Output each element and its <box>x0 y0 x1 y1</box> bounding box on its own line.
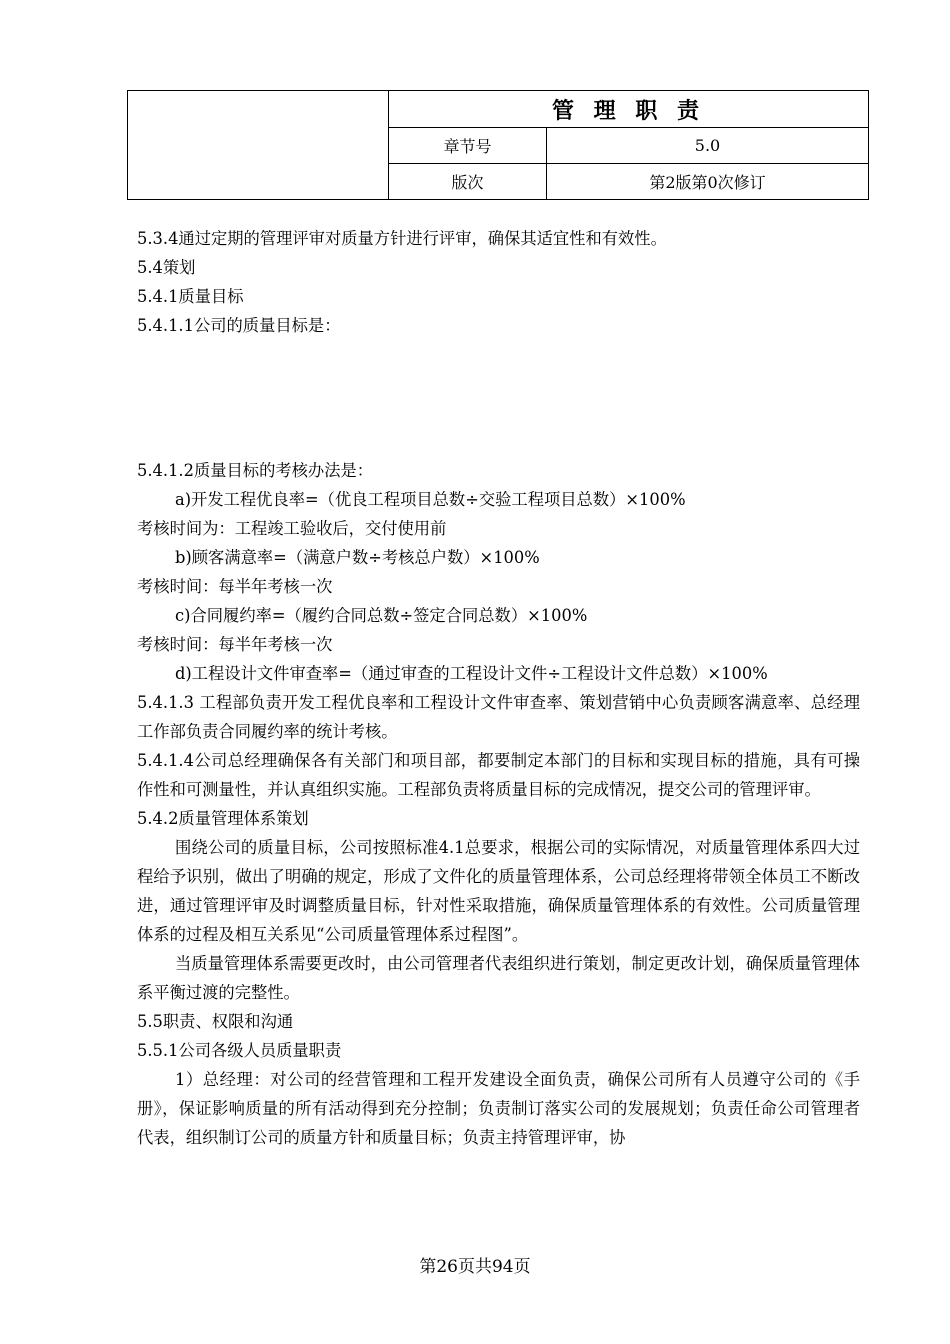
logo-cell <box>128 91 389 200</box>
paragraph-qms-planning: 围绕公司的质量目标，公司按照标准4.1总要求，根据公司的实际情况，对质量管理体系四大过程给予识别，做出了明确的规定，形成了文件化的质量管理体系，公司总经理将带领全体员工不断改进，通过管理评审及时调整质量目标，针对性采取措施，确保质量管理体系的有效性。公司质量管理体系的过程及相互关系见“公司质量管理体系过程图”。 <box>137 838 860 944</box>
formula-d: d)工程设计文件审查率=（通过审查的工程设计文件÷工程设计文件总数）×100% <box>175 664 768 683</box>
document-header-table <box>127 90 869 200</box>
heading-5-4-2: 5.4.2质量管理体系策划 <box>137 809 309 828</box>
assessment-time-c: 考核时间：每半年考核一次 <box>137 635 333 654</box>
chapter-label: 章节号 <box>389 128 547 164</box>
heading-5-5-1: 5.5.1公司各级人员质量职责 <box>137 1041 342 1060</box>
paragraph-5-4-1-4: 5.4.1.4公司总经理确保各有关部门和项目部，都要制定本部门的目标和实现目标的措施，具有可操作性和可测量性，并认真组织实施。工程部负责将质量目标的完成情况，提交公司的管理评审。 <box>137 751 860 799</box>
page-number: 第26页共94页 <box>419 1257 531 1277</box>
version-label: 版次 <box>389 164 547 200</box>
assessment-time-b: 考核时间：每半年考核一次 <box>137 577 333 596</box>
chapter-value: 5.0 <box>547 128 869 164</box>
paragraph-5-3-4: 5.3.4通过定期的管理评审对质量方针进行评审，确保其适宜性和有效性。 <box>137 229 667 248</box>
section-title: 管 理 职 责 <box>389 91 869 128</box>
paragraph-5-4-1-3: 5.4.1.3 工程部负责开发工程优良率和工程设计文件审查率、策划营销中心负责顾客满意率、总经理工作部负责合同履约率的统计考核。 <box>137 693 860 741</box>
document-body <box>137 224 860 1152</box>
paragraph-5-4-1-2: 5.4.1.2质量目标的考核办法是： <box>137 461 374 480</box>
heading-5-4-1: 5.4.1质量目标 <box>137 287 244 306</box>
blank-space <box>137 340 860 456</box>
formula-b: b)顾客满意率=（满意户数÷考核总户数）×100% <box>175 548 540 567</box>
assessment-time-a: 考核时间为：工程竣工验收后，交付使用前 <box>137 519 447 538</box>
formula-c: c)合同履约率=（履约合同总数÷签定合同总数）×100% <box>175 606 588 625</box>
heading-5-5: 5.5职责、权限和沟通 <box>137 1012 294 1031</box>
heading-5-4: 5.4策划 <box>137 258 196 277</box>
paragraph-qms-change: 当质量管理体系需要更改时，由公司管理者代表组织进行策划，制定更改计划，确保质量管理体系平衡过渡的完整性。 <box>137 954 860 1002</box>
version-value: 第2版第0次修订 <box>547 164 869 200</box>
paragraph-general-manager: 1）总经理：对公司的经营管理和工程开发建设全面负责，确保公司所有人员遵守公司的《手册》，保证影响质量的所有活动得到充分控制；负责制订落实公司的发展规划；负责任命公司管理者代表，组织制订公司的质量方针和质量目标；负责主持管理评审，协 <box>137 1070 860 1147</box>
paragraph-5-4-1-1: 5.4.1.1公司的质量目标是： <box>137 316 341 335</box>
formula-a: a)开发工程优良率=（优良工程项目总数÷交验工程项目总数）×100% <box>175 490 686 509</box>
